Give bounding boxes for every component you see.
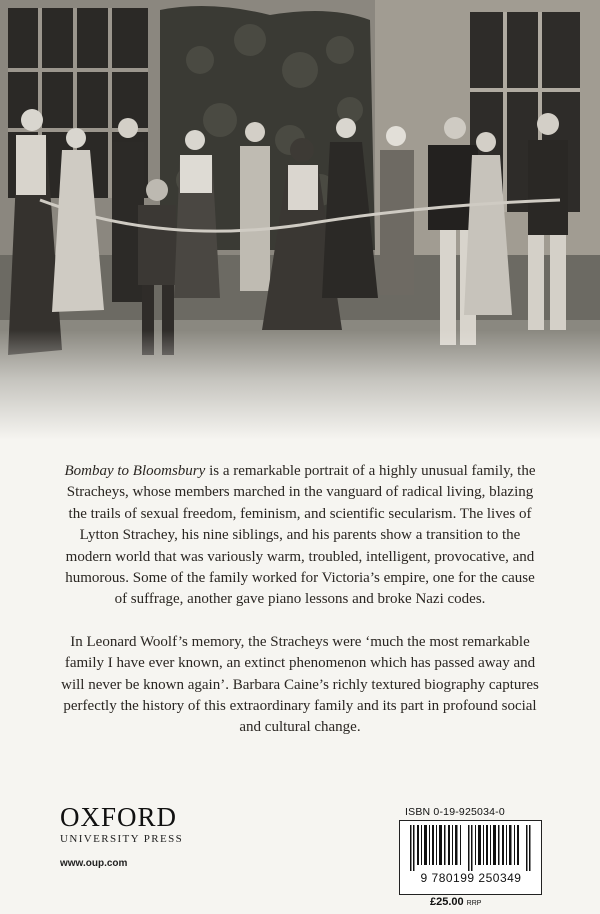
book-title-italic: Bombay to Bloomsbury bbox=[64, 463, 206, 479]
isbn-label: ISBN 0-19-925034-0 bbox=[405, 806, 505, 818]
price-value: £25.00 bbox=[430, 896, 464, 908]
barcode-bars-icon bbox=[410, 825, 532, 871]
group-photograph bbox=[0, 0, 600, 440]
blurb-text bbox=[60, 461, 540, 739]
price-suffix: RRP bbox=[466, 900, 482, 907]
blurb-paragraph-1 bbox=[60, 461, 540, 611]
photo-fade-overlay bbox=[0, 330, 600, 440]
blurb-paragraph-2: In Leonard Woolf’s memory, the Stracheys were ‘much the most remarkable family I have ever known, an extinct phenomenon which has passed away and will never be known again’. Barbara Caine’s richly textured biography captures perfectly the history of this extraordinary family and its part in profound social and cultural change. bbox=[61, 633, 539, 736]
publisher-name: OXFORD bbox=[60, 802, 178, 832]
barcode-digits: 9 780199 250349 bbox=[420, 871, 522, 885]
publisher-logo bbox=[60, 803, 260, 845]
barcode bbox=[399, 820, 542, 895]
publisher-url: www.oup.com bbox=[60, 858, 128, 869]
blurb-paragraph-1-body: is a remarkable portrait of a highly unusual family, the Stracheys, whose members marched in the vanguard of radical living, blazing the trails of sexual freedom, feminism, and scientific secularism. The lives of Lytton Strachey, his nine siblings, and his parents show a transition to the modern world that was variously warm, troubled, intelligent, provocative, and humorous. Some of the family worked for Victoria’s empire, one for the cause of suffrage, another gave piano lessons and broke Nazi codes. bbox=[65, 463, 536, 608]
publisher-subtitle: UNIVERSITY PRESS bbox=[60, 833, 184, 845]
price-label bbox=[430, 896, 481, 908]
